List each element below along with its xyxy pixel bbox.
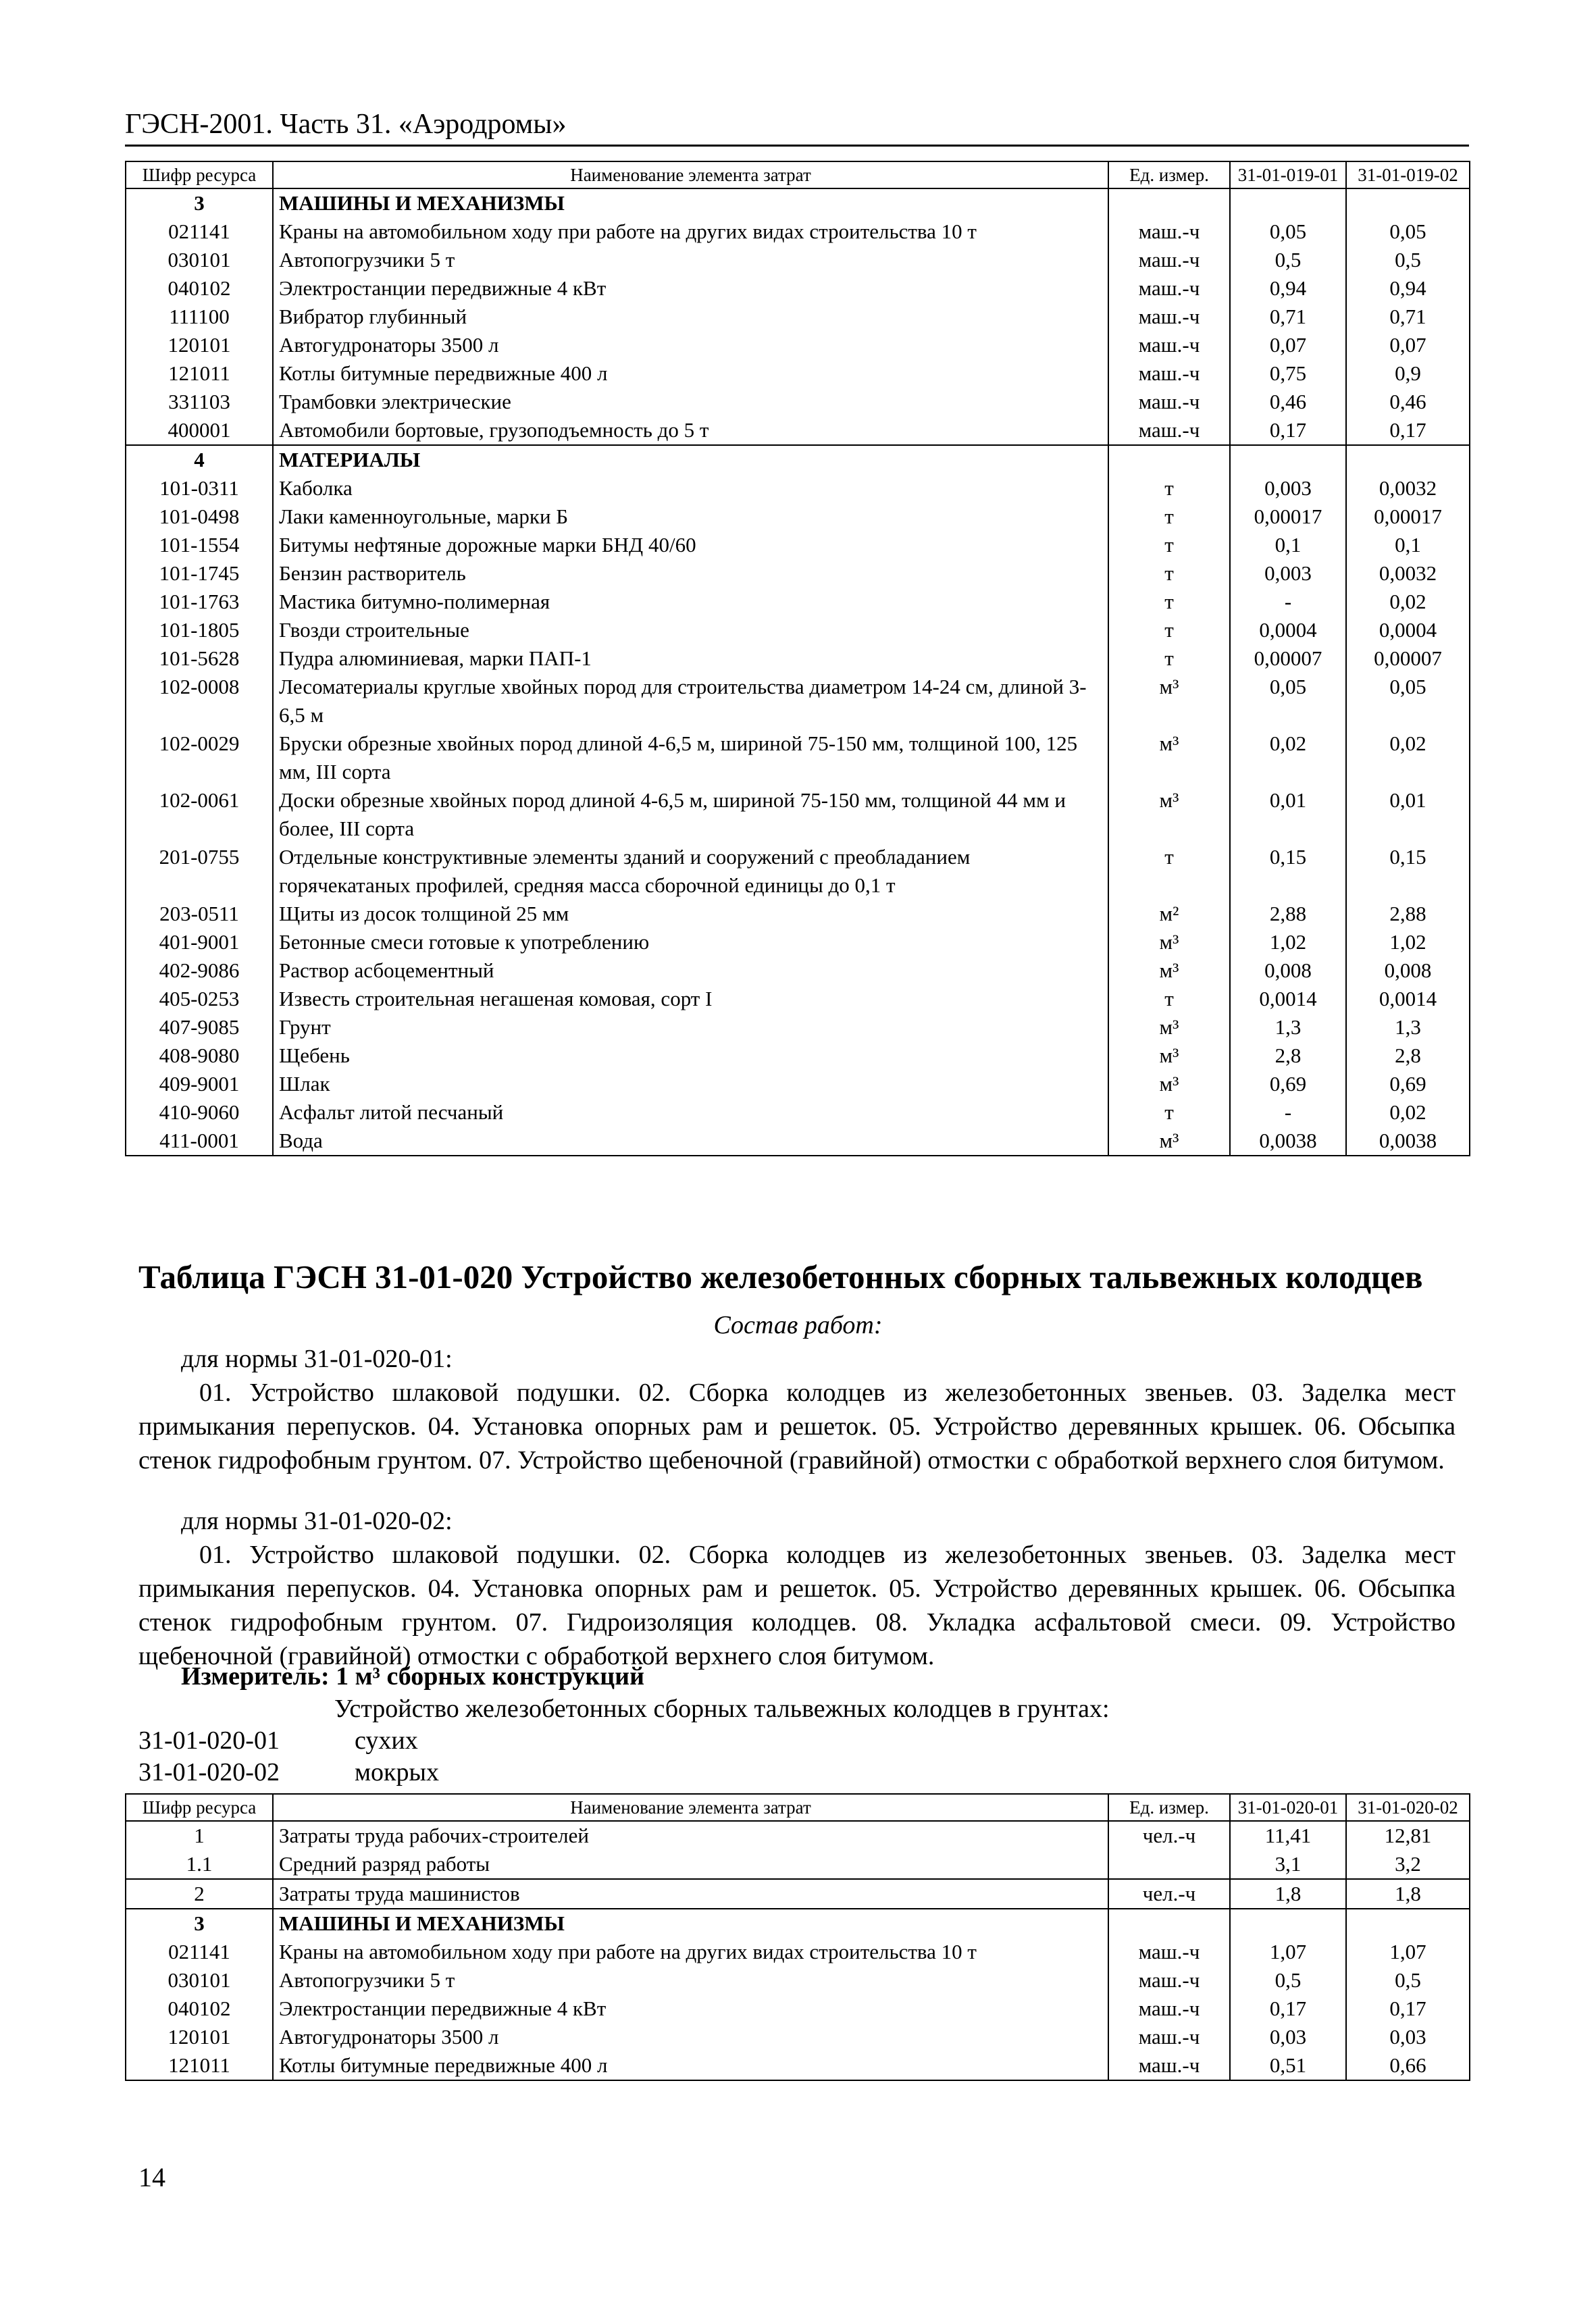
- row-value-1: 0,01: [1230, 786, 1346, 843]
- row-value-2: 1,02: [1346, 928, 1470, 956]
- section-row: [126, 445, 1470, 474]
- row-unit: м³: [1108, 956, 1230, 985]
- row-unit: м³: [1108, 1013, 1230, 1042]
- empty-cell: [1230, 1909, 1346, 1938]
- row-unit: м³: [1108, 673, 1230, 729]
- row-value-1: 0,69: [1230, 1070, 1346, 1098]
- table-body: [126, 188, 1470, 1156]
- row-unit: т: [1108, 588, 1230, 616]
- row-code: 203-0511: [126, 900, 273, 928]
- table-row: [126, 1013, 1470, 1042]
- row-code: 102-0061: [126, 786, 273, 843]
- resource-table-019: [125, 161, 1470, 1156]
- row-value-1: 2,8: [1230, 1042, 1346, 1070]
- row-code: 102-0008: [126, 673, 273, 729]
- norm-1-text: 01. Устройство шлаковой подушки. 02. Сборка колодцев из железобетонных звеньев. 03. Заделка мест примыкания перепусков. 04. Установка опорных рам и решеток. 05. Устройство деревянных крышек. 06. Обсыпка стенок гидрофобным грунтом. 07. Устройство щебеночной (гравийной) отмостки с обработкой верхнего слоя битумом.: [138, 1379, 1456, 1474]
- row-name: Битумы нефтяные дорожные марки БНД 40/60: [273, 531, 1108, 559]
- section-title: МАТЕРИАЛЫ: [273, 445, 1108, 474]
- table-row: [126, 985, 1470, 1013]
- row-code: 021141: [126, 1938, 273, 1966]
- row-value-1: 0,07: [1230, 331, 1346, 359]
- table-row: [126, 1995, 1470, 2023]
- row-unit: т: [1108, 644, 1230, 673]
- row-value-2: 0,05: [1346, 673, 1470, 729]
- row-name: Трамбовки электрические: [273, 388, 1108, 416]
- row-value-1: 3,1: [1230, 1850, 1346, 1879]
- row-code: 030101: [126, 246, 273, 274]
- row-value-1: 1,8: [1230, 1879, 1346, 1909]
- row-value-2: 0,15: [1346, 843, 1470, 900]
- row-name: Щиты из досок толщиной 25 мм: [273, 900, 1108, 928]
- row-value-1: 0,46: [1230, 388, 1346, 416]
- header-norm-2: 31-01-019-02: [1346, 161, 1470, 188]
- table-row: [126, 673, 1470, 729]
- row-value-2: 0,0038: [1346, 1127, 1470, 1156]
- row-value-2: 0,5: [1346, 246, 1470, 274]
- table-row: [126, 1850, 1470, 1879]
- table-row: [126, 331, 1470, 359]
- table-row: [126, 303, 1470, 331]
- row-value-1: 0,0004: [1230, 616, 1346, 644]
- section-title: МАШИНЫ И МЕХАНИЗМЫ: [273, 1909, 1108, 1938]
- row-value-1: 1,02: [1230, 928, 1346, 956]
- row-name: Электростанции передвижные 4 кВт: [273, 274, 1108, 303]
- variant-code: 31-01-020-02: [138, 1758, 280, 1786]
- row-unit: м³: [1108, 928, 1230, 956]
- header-norm-1: 31-01-020-01: [1230, 1794, 1346, 1821]
- row-code: 121011: [126, 2051, 273, 2080]
- table-row: [126, 928, 1470, 956]
- row-unit: маш.-ч: [1108, 303, 1230, 331]
- row-code: 111100: [126, 303, 273, 331]
- row-unit: маш.-ч: [1108, 1938, 1230, 1966]
- composition-heading: Состав работ:: [713, 1311, 883, 1339]
- table-row: [126, 2051, 1470, 2080]
- header-norm-1: 31-01-019-01: [1230, 161, 1346, 188]
- row-value-2: 0,02: [1346, 1098, 1470, 1127]
- row-name: Щебень: [273, 1042, 1108, 1070]
- section-code: 3: [126, 1909, 273, 1938]
- row-value-2: 1,3: [1346, 1013, 1470, 1042]
- table-row: [126, 1127, 1470, 1156]
- row-code: 1.1: [126, 1850, 273, 1879]
- header-unit: Ед. измер.: [1108, 161, 1230, 188]
- measure-unit: Измеритель: 1 м³ сборных конструкций: [181, 1662, 644, 1691]
- row-value-1: 0,5: [1230, 1966, 1346, 1995]
- row-unit: т: [1108, 531, 1230, 559]
- page-number: 14: [138, 2162, 165, 2192]
- row-unit: м³: [1108, 1127, 1230, 1156]
- table-row: [126, 786, 1470, 843]
- resource-table-020: [125, 1793, 1470, 2081]
- table-row: [126, 1098, 1470, 1127]
- table-row: [126, 1042, 1470, 1070]
- row-code: 331103: [126, 388, 273, 416]
- row-unit: т: [1108, 1098, 1230, 1127]
- row-name: Электростанции передвижные 4 кВт: [273, 1995, 1108, 2023]
- table-row: [126, 1070, 1470, 1098]
- row-value-1: 0,5: [1230, 246, 1346, 274]
- row-value-2: 0,0032: [1346, 559, 1470, 588]
- page-header: ГЭСН-2001. Часть 31. «Аэродромы»: [125, 108, 1469, 147]
- row-value-2: 0,0014: [1346, 985, 1470, 1013]
- norm-2-label: для нормы 31-01-020-02:: [181, 1507, 453, 1535]
- row-value-2: 0,008: [1346, 956, 1470, 985]
- empty-cell: [1230, 445, 1346, 474]
- row-unit: чел.-ч: [1108, 1879, 1230, 1909]
- variant-row: [138, 1757, 439, 1787]
- table-row: [126, 729, 1470, 786]
- row-code: 101-5628: [126, 644, 273, 673]
- row-value-1: 0,15: [1230, 843, 1346, 900]
- row-name: Раствор асбоцементный: [273, 956, 1108, 985]
- row-code: 101-1805: [126, 616, 273, 644]
- empty-cell: [1108, 1909, 1230, 1938]
- row-value-2: 0,46: [1346, 388, 1470, 416]
- row-code: 101-1763: [126, 588, 273, 616]
- row-code: 040102: [126, 1995, 273, 2023]
- row-value-2: 0,0032: [1346, 474, 1470, 503]
- table-row: [126, 274, 1470, 303]
- row-unit: м³: [1108, 1070, 1230, 1098]
- empty-cell: [1230, 188, 1346, 217]
- row-unit: т: [1108, 474, 1230, 503]
- row-value-2: 0,07: [1346, 331, 1470, 359]
- row-value-1: 0,75: [1230, 359, 1346, 388]
- table-row: [126, 531, 1470, 559]
- row-unit: т: [1108, 559, 1230, 588]
- row-unit: маш.-ч: [1108, 1995, 1230, 2023]
- table-row: [126, 1938, 1470, 1966]
- row-value-2: 0,02: [1346, 588, 1470, 616]
- row-value-2: 1,8: [1346, 1879, 1470, 1909]
- row-value-1: 1,07: [1230, 1938, 1346, 1966]
- row-unit: маш.-ч: [1108, 359, 1230, 388]
- table-row: [126, 616, 1470, 644]
- row-name: Бетонные смеси готовые к употреблению: [273, 928, 1108, 956]
- row-value-1: 0,003: [1230, 474, 1346, 503]
- table-header-row: [126, 161, 1470, 188]
- table-row: [126, 2023, 1470, 2051]
- section-row: [126, 1909, 1470, 1938]
- row-name: Средний разряд работы: [273, 1850, 1108, 1879]
- row-value-2: 0,94: [1346, 274, 1470, 303]
- row-unit: м³: [1108, 1042, 1230, 1070]
- row-name: Лаки каменноугольные, марки Б: [273, 503, 1108, 531]
- row-value-1: 0,05: [1230, 673, 1346, 729]
- row-unit: маш.-ч: [1108, 1966, 1230, 1995]
- row-value-1: 2,88: [1230, 900, 1346, 928]
- table-row: [126, 359, 1470, 388]
- header-unit: Ед. измер.: [1108, 1794, 1230, 1821]
- row-name: Краны на автомобильном ходу при работе на других видах строительства 10 т: [273, 1938, 1108, 1966]
- row-name: Отдельные конструктивные элементы зданий и сооружений с преобладанием горячекатаных профилей, средняя масса сборочной единицы до 0,1 т: [273, 843, 1108, 900]
- row-value-1: 0,008: [1230, 956, 1346, 985]
- section-title: Таблица ГЭСН 31-01-020 Устройство железобетонных сборных тальвежных колодцев: [138, 1258, 1423, 1295]
- empty-cell: [1108, 188, 1230, 217]
- section-title: МАШИНЫ И МЕХАНИЗМЫ: [273, 188, 1108, 217]
- row-code: 410-9060: [126, 1098, 273, 1127]
- header-norm-2: 31-01-020-02: [1346, 1794, 1470, 1821]
- row-name: Лесоматериалы круглые хвойных пород для строительства диаметром 14-24 см, длиной 3-6,5 м: [273, 673, 1108, 729]
- row-code: 407-9085: [126, 1013, 273, 1042]
- header-code: Шифр ресурса: [126, 1794, 273, 1821]
- row-name: Вибратор глубинный: [273, 303, 1108, 331]
- empty-cell: [1346, 445, 1470, 474]
- row-code: 040102: [126, 274, 273, 303]
- table-row: [126, 559, 1470, 588]
- row-value-1: -: [1230, 588, 1346, 616]
- row-name: Затраты труда рабочих-строителей: [273, 1821, 1108, 1850]
- header-name: Наименование элемента затрат: [273, 161, 1108, 188]
- row-value-1: 0,05: [1230, 217, 1346, 246]
- row-unit: т: [1108, 843, 1230, 900]
- table-row: [126, 843, 1470, 900]
- header-code: Шифр ресурса: [126, 161, 273, 188]
- row-value-2: 0,01: [1346, 786, 1470, 843]
- row-code: 2: [126, 1879, 273, 1909]
- norm-1-label: для нормы 31-01-020-01:: [181, 1345, 453, 1373]
- row-name: Грунт: [273, 1013, 1108, 1042]
- row-code: 101-0498: [126, 503, 273, 531]
- table-header-row: [126, 1794, 1470, 1821]
- row-value-1: 0,00007: [1230, 644, 1346, 673]
- row-value-1: 0,02: [1230, 729, 1346, 786]
- row-code: 405-0253: [126, 985, 273, 1013]
- row-value-2: 0,05: [1346, 217, 1470, 246]
- variants-intro: Устройство железобетонных сборных тальвежных колодцев в грунтах:: [334, 1695, 1110, 1723]
- row-value-1: 0,17: [1230, 1995, 1346, 2023]
- row-code: 102-0029: [126, 729, 273, 786]
- row-code: 411-0001: [126, 1127, 273, 1156]
- row-name: Бруски обрезные хвойных пород длиной 4-6,5 м, шириной 75-150 мм, толщиной 100, 125 мм, III сорта: [273, 729, 1108, 786]
- row-value-2: 0,1: [1346, 531, 1470, 559]
- row-unit: маш.-ч: [1108, 331, 1230, 359]
- row-value-1: 0,0014: [1230, 985, 1346, 1013]
- table-row: [126, 900, 1470, 928]
- row-name: Вода: [273, 1127, 1108, 1156]
- row-value-2: 12,81: [1346, 1821, 1470, 1850]
- section-code: 4: [126, 445, 273, 474]
- row-unit: м²: [1108, 900, 1230, 928]
- table-row: [126, 217, 1470, 246]
- row-value-2: 2,88: [1346, 900, 1470, 928]
- row-value-1: 0,17: [1230, 416, 1346, 445]
- row-code: 101-1554: [126, 531, 273, 559]
- row-name: Известь строительная негашеная комовая, сорт I: [273, 985, 1108, 1013]
- row-value-1: -: [1230, 1098, 1346, 1127]
- table-row: [126, 644, 1470, 673]
- row-code: 201-0755: [126, 843, 273, 900]
- row-name: Автомобили бортовые, грузоподъемность до 5 т: [273, 416, 1108, 445]
- row-code: 1: [126, 1821, 273, 1850]
- row-name: Каболка: [273, 474, 1108, 503]
- row-unit: маш.-ч: [1108, 2051, 1230, 2080]
- row-code: 401-9001: [126, 928, 273, 956]
- section-row: [126, 188, 1470, 217]
- row-name: Гвозди строительные: [273, 616, 1108, 644]
- row-name: Краны на автомобильном ходу при работе на других видах строительства 10 т: [273, 217, 1108, 246]
- table-row: [126, 416, 1470, 445]
- row-value-2: 0,02: [1346, 729, 1470, 786]
- row-code: 101-0311: [126, 474, 273, 503]
- row-value-2: 0,0004: [1346, 616, 1470, 644]
- row-code: 120101: [126, 331, 273, 359]
- table-body: [126, 1821, 1470, 2080]
- row-unit: чел.-ч: [1108, 1821, 1230, 1850]
- row-unit: маш.-ч: [1108, 2023, 1230, 2051]
- row-value-1: 0,003: [1230, 559, 1346, 588]
- row-value-2: 1,07: [1346, 1938, 1470, 1966]
- variant-row: [138, 1726, 418, 1755]
- variant-label: мокрых: [355, 1758, 440, 1786]
- table-row: [126, 1821, 1470, 1850]
- table-row: [126, 588, 1470, 616]
- section-code: 3: [126, 188, 273, 217]
- row-name: Шлак: [273, 1070, 1108, 1098]
- row-name: Бензин растворитель: [273, 559, 1108, 588]
- row-value-2: 2,8: [1346, 1042, 1470, 1070]
- row-value-2: 0,00007: [1346, 644, 1470, 673]
- norm-2-text: 01. Устройство шлаковой подушки. 02. Сборка колодцев из железобетонных звеньев. 03. Заделка мест примыкания перепусков. 04. Установка опорных рам и решеток. 05. Устройство деревянных крышек. 06. Обсыпка стенок гидрофобным грунтом. 07. Гидроизоляция колодцев. 08. Укладка асфальтовой смеси. 09. Устройство щебеночной (гравийной) отмостки с обработкой верхнего слоя битумом.: [138, 1541, 1456, 1670]
- empty-cell: [1346, 188, 1470, 217]
- row-code: 121011: [126, 359, 273, 388]
- row-unit: [1108, 1850, 1230, 1879]
- row-value-1: 0,0038: [1230, 1127, 1346, 1156]
- empty-cell: [1108, 445, 1230, 474]
- row-code: 120101: [126, 2023, 273, 2051]
- row-unit: м³: [1108, 729, 1230, 786]
- empty-cell: [1346, 1909, 1470, 1938]
- table-row: [126, 474, 1470, 503]
- row-value-2: 0,03: [1346, 2023, 1470, 2051]
- row-name: Асфальт литой песчаный: [273, 1098, 1108, 1127]
- table-row: [126, 246, 1470, 274]
- variant-code: 31-01-020-01: [138, 1726, 280, 1755]
- row-code: 400001: [126, 416, 273, 445]
- row-code: 409-9001: [126, 1070, 273, 1098]
- table-row: [126, 956, 1470, 985]
- row-unit: т: [1108, 616, 1230, 644]
- row-value-1: 0,51: [1230, 2051, 1346, 2080]
- row-name: Пудра алюминиевая, марки ПАП-1: [273, 644, 1108, 673]
- row-value-2: 0,69: [1346, 1070, 1470, 1098]
- row-name: Автогудронаторы 3500 л: [273, 331, 1108, 359]
- table-row: [126, 388, 1470, 416]
- row-value-2: 0,9: [1346, 359, 1470, 388]
- row-value-1: 1,3: [1230, 1013, 1346, 1042]
- row-value-2: 0,5: [1346, 1966, 1470, 1995]
- row-value-2: 3,2: [1346, 1850, 1470, 1879]
- row-value-1: 0,1: [1230, 531, 1346, 559]
- header-name: Наименование элемента затрат: [273, 1794, 1108, 1821]
- row-unit: маш.-ч: [1108, 246, 1230, 274]
- table-row: [126, 503, 1470, 531]
- row-unit: т: [1108, 985, 1230, 1013]
- row-unit: маш.-ч: [1108, 388, 1230, 416]
- row-name: Доски обрезные хвойных пород длиной 4-6,5 м, шириной 75-150 мм, толщиной 44 мм и более, III сорта: [273, 786, 1108, 843]
- row-name: Автопогрузчики 5 т: [273, 1966, 1108, 1995]
- row-unit: т: [1108, 503, 1230, 531]
- row-value-1: 0,00017: [1230, 503, 1346, 531]
- row-value-2: 0,66: [1346, 2051, 1470, 2080]
- row-code: 021141: [126, 217, 273, 246]
- row-unit: м³: [1108, 786, 1230, 843]
- row-value-2: 0,71: [1346, 303, 1470, 331]
- row-name: Автопогрузчики 5 т: [273, 246, 1108, 274]
- table-row: [126, 1966, 1470, 1995]
- row-value-1: 11,41: [1230, 1821, 1346, 1850]
- row-name: Котлы битумные передвижные 400 л: [273, 359, 1108, 388]
- row-value-1: 0,94: [1230, 274, 1346, 303]
- row-value-2: 0,17: [1346, 416, 1470, 445]
- row-unit: маш.-ч: [1108, 217, 1230, 246]
- row-name: Автогудронаторы 3500 л: [273, 2023, 1108, 2051]
- row-code: 402-9086: [126, 956, 273, 985]
- row-code: 408-9080: [126, 1042, 273, 1070]
- row-value-1: 0,03: [1230, 2023, 1346, 2051]
- row-name: Мастика битумно-полимерная: [273, 588, 1108, 616]
- row-code: 101-1745: [126, 559, 273, 588]
- row-value-2: 0,00017: [1346, 503, 1470, 531]
- row-name: Затраты труда машинистов: [273, 1879, 1108, 1909]
- row-unit: маш.-ч: [1108, 416, 1230, 445]
- row-code: 030101: [126, 1966, 273, 1995]
- variant-label: сухих: [355, 1726, 418, 1755]
- row-value-1: 0,71: [1230, 303, 1346, 331]
- row-name: Котлы битумные передвижные 400 л: [273, 2051, 1108, 2080]
- row-unit: маш.-ч: [1108, 274, 1230, 303]
- table-row: [126, 1879, 1470, 1909]
- row-value-2: 0,17: [1346, 1995, 1470, 2023]
